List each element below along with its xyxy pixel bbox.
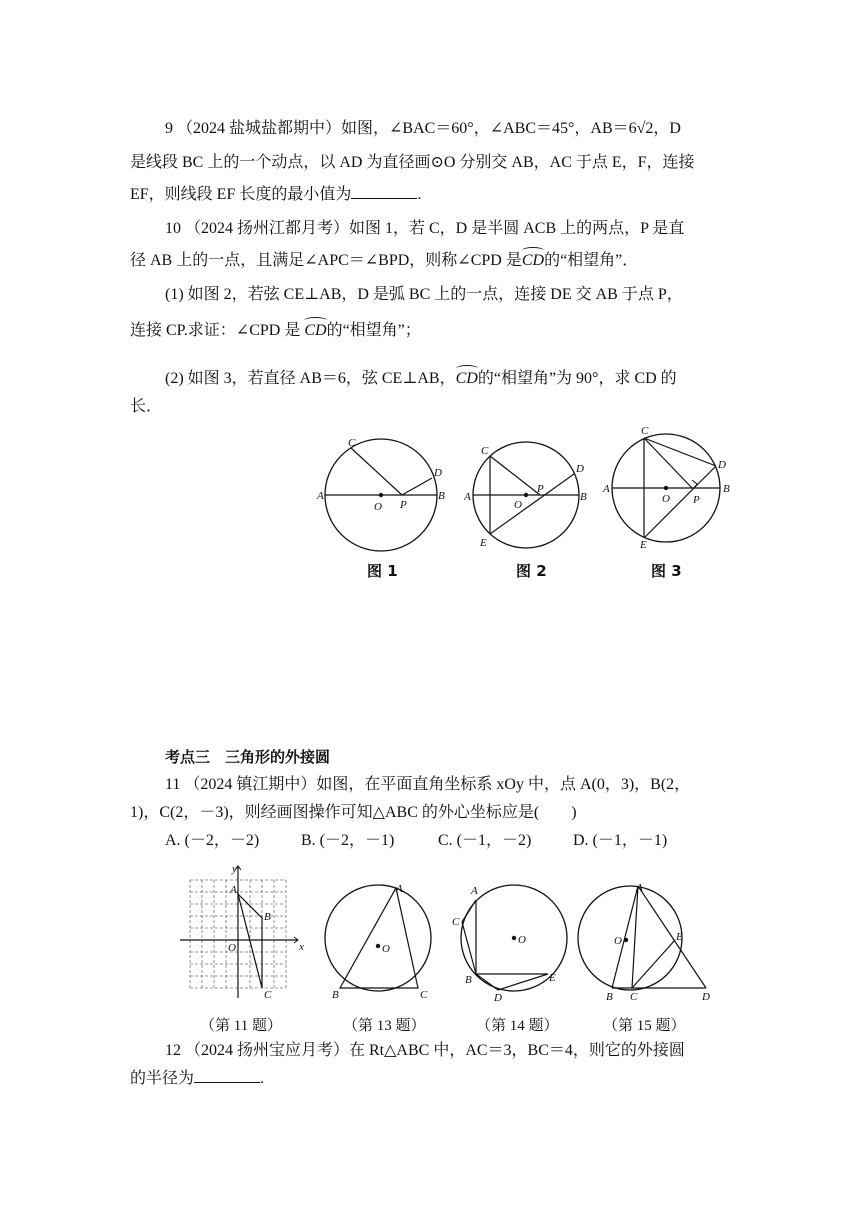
q11-option-c: C. (－1，－2)	[438, 832, 532, 849]
q10-part1-end: 的“相望角”；	[326, 322, 421, 339]
q10-part1-text: 连接 CP.求证：∠CPD 是	[130, 322, 305, 339]
arc-cd: CD	[304, 320, 326, 342]
label-c: C	[452, 916, 460, 928]
q12-line-2	[130, 1068, 264, 1090]
label-c: C	[641, 425, 649, 437]
label-b: B	[332, 989, 339, 1001]
answer-blank	[194, 1068, 260, 1083]
label-d: D	[702, 991, 710, 1003]
q10-part2-line-1	[165, 368, 677, 390]
caption-q14: （第 14 题）	[476, 1018, 559, 1034]
q12-line-2-text: 的半径为	[130, 1070, 195, 1087]
q12-line-2-end: .	[260, 1070, 265, 1087]
q11-option-b: B. (－2，－1)	[301, 832, 395, 849]
arc-cd: CD	[456, 368, 478, 390]
q9-line-3-end: .	[417, 186, 422, 203]
label-p: P	[400, 499, 407, 511]
label-c: C	[630, 991, 638, 1003]
q10-part2-text: (2) 如图 3，若直径 AB＝6，弦 CE⊥AB，	[165, 370, 456, 387]
label-p: P	[537, 483, 544, 495]
q10-part2-line-2: 长．	[130, 398, 163, 415]
label-o: O	[514, 499, 522, 511]
label-d: D	[494, 992, 502, 1002]
label-o: O	[518, 934, 526, 946]
label-c: C	[348, 437, 356, 449]
label-c: C	[264, 989, 272, 1001]
q10-line-1: 10 （2024 扬州江都月考）如图 1，若 C，D 是半圆 ACB 上的两点，P 是直	[165, 220, 685, 237]
q11-option-a: A. (－2，－2)	[165, 832, 260, 849]
q10-part1-line-1: (1) 如图 2，若弦 CE⊥AB，D 是弧 BC 上的一点，连接 DE 交 AB 于点 P，	[165, 286, 683, 303]
q10-part1-line-2	[130, 320, 421, 342]
caption-figure-3: 图 3	[651, 562, 682, 580]
label-a: A	[471, 885, 478, 897]
q9-line-1: 9 （2024 盐城盐都期中）如图，∠BAC＝60°，∠ABC＝45°，AB＝6√2，D	[165, 120, 681, 137]
label-a: A	[396, 883, 403, 895]
caption-figure-2: 图 2	[516, 562, 547, 580]
figure-q14	[452, 880, 576, 1002]
axis-label-y: y	[232, 863, 237, 875]
caption-q11: （第 11 题）	[200, 1018, 282, 1034]
q12-line-1: 12 （2024 扬州宝应月考）在 Rt△ABC 中，AC＝3，BC＝4，则它的外接圆	[165, 1042, 685, 1059]
q9-line-3	[130, 184, 421, 206]
label-b: B	[723, 483, 730, 495]
label-b: B	[580, 491, 587, 503]
label-b: B	[465, 974, 472, 986]
q10-part2-end: 的“相望角”为 90°，求 CD 的	[477, 370, 677, 387]
q10-line-2-end: 的“相望角”．	[544, 252, 639, 269]
label-b: B	[438, 490, 445, 502]
section-heading: 考点三 三角形的外接圆	[165, 748, 331, 766]
label-b: B	[606, 991, 613, 1003]
figure-q11-grid	[178, 860, 310, 1005]
label-c: C	[420, 989, 428, 1001]
caption-q15: （第 15 题）	[603, 1018, 686, 1034]
label-a: A	[464, 491, 471, 503]
label-e: E	[480, 537, 487, 549]
figure-2	[464, 432, 594, 557]
figure-q13	[320, 880, 440, 1002]
label-e: E	[549, 972, 556, 984]
label-o: O	[382, 943, 390, 955]
q11-line-1: 11 （2024 镇江期中）如图，在平面直角坐标系 xOy 中，点 A(0，3)，B(2，	[165, 776, 691, 793]
q9-line-3-text: EF，则线段 EF 长度的最小值为	[130, 186, 352, 203]
label-d: D	[718, 459, 726, 471]
q11-line-2: 1)，C(2，－3)，则经画图操作可知△ABC 的外心坐标应是( )	[130, 804, 577, 821]
label-o: O	[662, 493, 670, 505]
label-a: A	[603, 483, 610, 495]
label-a: A	[230, 884, 237, 896]
label-o: O	[374, 501, 382, 513]
label-o: O	[228, 942, 236, 954]
q11-option-d: D. (－1，－1)	[573, 832, 668, 849]
label-a: A	[317, 490, 324, 502]
label-c: C	[481, 445, 489, 457]
figure-3	[600, 420, 740, 555]
label-p: P	[693, 494, 700, 506]
label-a: A	[636, 882, 643, 895]
label-d: D	[576, 463, 584, 475]
label-e: E	[676, 931, 683, 943]
caption-figure-1: 图 1	[367, 562, 398, 580]
label-o: O	[614, 935, 622, 947]
caption-q13: （第 13 题）	[343, 1018, 426, 1034]
arc-cd: CD	[522, 250, 544, 272]
q10-line-2-text: 径 AB 上的一点，且满足∠APC＝∠BPD，则称∠CPD 是	[130, 252, 522, 269]
figure-q15	[574, 880, 714, 1004]
q9-line-2: 是线段 BC 上的一个动点，以 AD 为直径画⊙O 分别交 AB，AC 于点 E，F，连接	[130, 154, 695, 171]
figure-1	[316, 430, 456, 560]
axis-label-x: x	[299, 941, 304, 953]
label-e: E	[640, 539, 647, 551]
q10-line-2	[130, 250, 638, 272]
answer-blank	[351, 184, 417, 199]
label-d: D	[434, 467, 442, 479]
label-b: B	[264, 911, 271, 923]
